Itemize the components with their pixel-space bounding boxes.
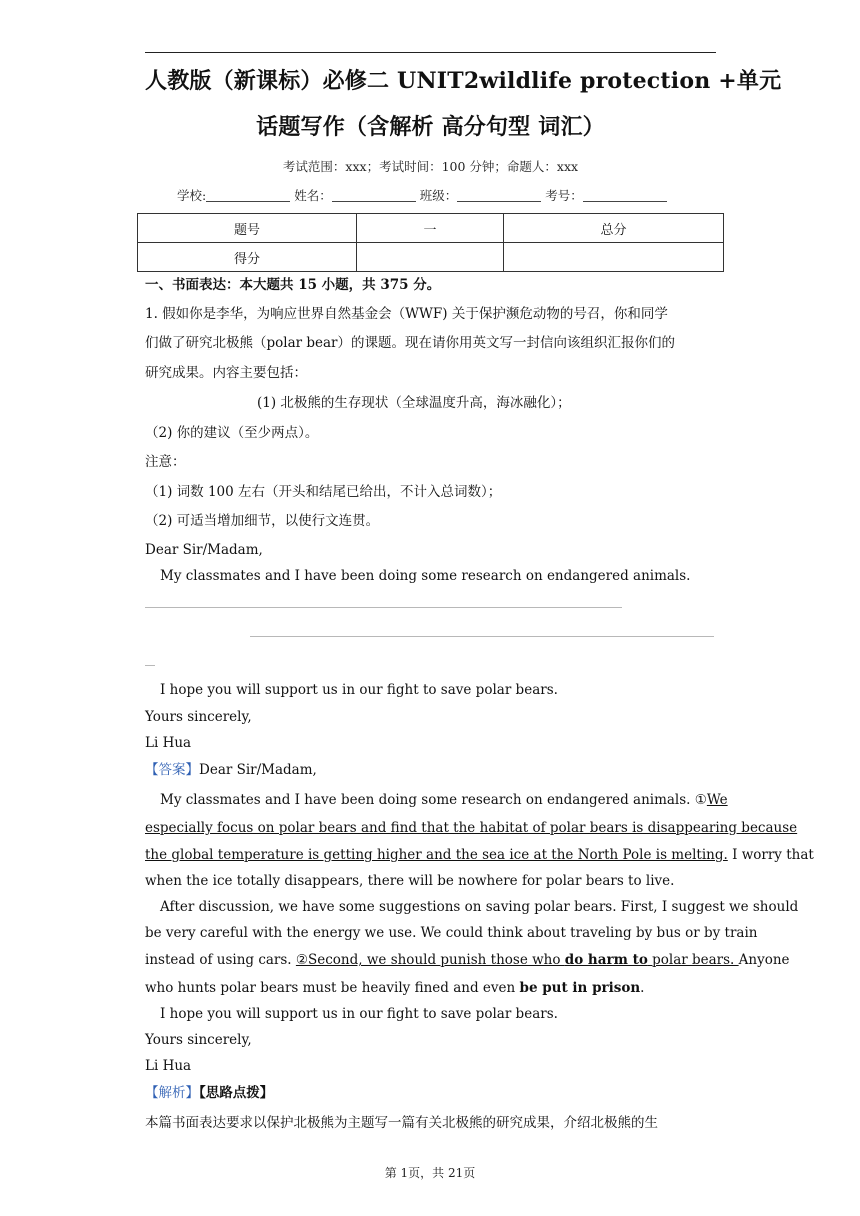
answer-line xyxy=(145,846,814,864)
name-label: 姓名： xyxy=(294,188,332,203)
table-cell: 总分 xyxy=(504,214,724,243)
note-item-1: （1) 词数 100 左右（开头和结尾已给出，不计入总词数）； xyxy=(145,484,502,500)
question-text-line: 研究成果。内容主要包括： xyxy=(145,365,307,381)
analysis-tag: 【解析】 xyxy=(145,1085,199,1101)
letter-closing: I hope you will support us in our fight to save polar bears. xyxy=(160,682,558,698)
question-text-line: 们做了研究北极熊（polar bear）的课题。现在请你用英文写一封信向该组织汇报你们的 xyxy=(145,335,676,351)
analysis-subtag: 【思路点拨】 xyxy=(199,1085,274,1101)
score-table xyxy=(137,213,724,272)
answer-text: After discussion, we have some suggestions on saving polar bears. First, I suggest we should xyxy=(160,899,799,915)
answer-underlined: especially focus on polar bears and find that the habitat of polar bears is disappearing because xyxy=(145,820,798,836)
analysis-text: 本篇书面表达要求以保护北极熊为主题写一篇有关北极熊的研究成果，介绍北极熊的生 xyxy=(145,1115,658,1131)
table-cell: 一 xyxy=(357,214,504,243)
answer-line xyxy=(145,791,735,809)
question-item-2: （2) 你的建议（至少两点）。 xyxy=(145,425,319,441)
school-label: 学校: xyxy=(177,188,207,203)
answer-closing: I hope you will support us in our fight to save polar bears. xyxy=(160,1006,558,1022)
question-text-line: 1. 假如你是李华，为响应世界自然基金会（WWF) 关于保护濒危动物的号召，你和同学 xyxy=(145,306,668,322)
table-row xyxy=(138,214,724,243)
writing-line xyxy=(145,607,622,608)
class-blank xyxy=(457,189,541,202)
answer-text: . xyxy=(640,980,645,996)
answer-underlined: the global temperature is getting higher and the sea ice at the North Pole is melting. xyxy=(145,847,728,863)
class-label: 班级： xyxy=(419,188,458,203)
letter-salutation: Dear Sir/Madam, xyxy=(145,542,263,558)
note-item-2: （2) 可适当增加细节，以使行文连贯。 xyxy=(145,513,380,529)
page-footer: 第 1页，共 21页 xyxy=(384,1166,476,1180)
answer-underlined: We xyxy=(706,792,728,808)
writing-line xyxy=(250,636,714,637)
document-title-line1: 人教版（新课标）必修二 UNIT2wildlife protection +单元 xyxy=(145,68,782,94)
letter-opening: My classmates and I have been doing some research on endangered animals. xyxy=(160,568,691,584)
number-blank xyxy=(583,189,667,202)
table-cell: 得分 xyxy=(138,243,357,272)
answer-phrase-bold: be put in prison xyxy=(519,980,641,996)
exam-info: 考试范围：xxx；考试时间：100 分钟；命题人：xxx xyxy=(282,159,579,174)
answer-text: instead of using cars. xyxy=(145,952,296,968)
answer-line xyxy=(145,979,720,997)
table-row xyxy=(138,243,724,272)
answer-salutation-line xyxy=(145,761,720,779)
answer-text: Anyone xyxy=(738,952,790,968)
school-blank xyxy=(206,189,290,202)
answer-text: I worry that xyxy=(727,847,814,863)
answer-text: be very careful with the energy we use. We could think about traveling by bus or by train xyxy=(145,925,758,941)
analysis-heading xyxy=(145,1084,720,1102)
table-cell: 题号 xyxy=(138,214,357,243)
answer-line xyxy=(145,951,790,969)
answer-signoff: Yours sincerely, xyxy=(145,1032,252,1048)
number-label: 考号： xyxy=(545,188,583,203)
answer-text: when the ice totally disappears, there will be nowhere for polar bears to live. xyxy=(145,873,675,889)
writing-line xyxy=(145,665,155,666)
answer-underlined: polar bears. xyxy=(647,952,739,968)
student-info xyxy=(145,186,716,204)
letter-signature: Li Hua xyxy=(145,735,192,751)
table-cell xyxy=(504,243,724,272)
note-label: 注意： xyxy=(145,454,186,470)
answer-text: who hunts polar bears must be heavily fined and even xyxy=(145,980,520,996)
answer-underlined: ②Second, we should punish those who xyxy=(295,952,565,968)
answer-tag: 【答案】 xyxy=(145,762,199,778)
top-rule xyxy=(145,52,716,53)
answer-phrase-bold: do harm to xyxy=(564,952,648,968)
name-blank xyxy=(332,189,416,202)
section-header: 一、书面表达：本大题共 15 小题，共 375 分。 xyxy=(145,277,441,293)
answer-salutation: Dear Sir/Madam, xyxy=(199,762,317,778)
answer-signature: Li Hua xyxy=(145,1058,192,1074)
document-title-line2: 话题写作（含解析 高分句型 词汇） xyxy=(256,114,605,140)
answer-text: My classmates and I have been doing some research on endangered animals. ① xyxy=(160,792,707,808)
question-item-1: (1) 北极熊的生存现状（全球温度升高，海冰融化）； xyxy=(257,395,571,411)
table-cell xyxy=(357,243,504,272)
letter-signoff: Yours sincerely, xyxy=(145,709,252,725)
